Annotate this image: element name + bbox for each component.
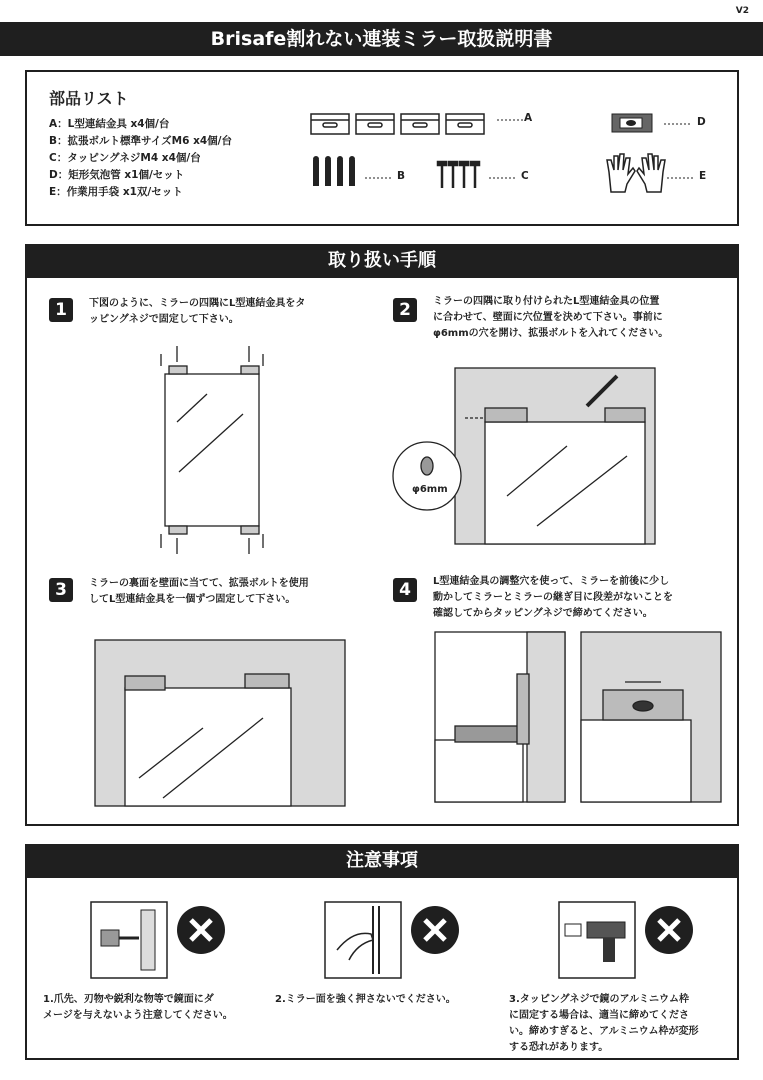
step-1-text: 下図のように、ミラーの四隅にL型連結金具をタ ッピングネジで固定して下さい。	[89, 298, 306, 325]
label-d: D	[697, 116, 706, 128]
bracket-a-icon	[309, 110, 499, 140]
leader-a	[497, 118, 527, 122]
step-3-text: ミラーの裏面を壁面に当てて、拡張ボルトを使用 してL型連結金具を一個ずつ固定して下さい。	[89, 578, 309, 605]
step-2-wall-illustration	[377, 366, 717, 546]
version-label: V2	[735, 6, 749, 16]
parts-list-box	[25, 70, 739, 226]
hole-size-label: φ6mm	[412, 484, 448, 495]
step-1-mirror-illustration	[157, 342, 267, 556]
label-b: B	[397, 170, 406, 182]
step-4-adjustment-illustration	[433, 630, 723, 806]
notes-box	[25, 844, 739, 1060]
note-3-drill-illustration	[557, 900, 697, 980]
notes-heading: 注意事項	[25, 844, 739, 878]
part-item-e: E：作業用手袋 x1双/セット	[49, 186, 183, 198]
leader-b	[365, 176, 395, 180]
step-4-text: L型連結金具の調整穴を使って、ミラーを前後に少し 動かしてミラーとミラーの継ぎ目に段差がないことを 確認してからタッピングネジで締めてください。	[433, 576, 673, 619]
bubble-level-d-icon	[610, 110, 656, 136]
step-3-number: 3	[49, 578, 73, 602]
label-e: E	[699, 170, 707, 182]
page-title: Brisafe割れない連装ミラー取扱説明書	[0, 22, 763, 56]
part-item-b: B：拡張ボルト標準サイズM6 x4個/台	[49, 135, 232, 147]
note-2-press-illustration	[323, 900, 463, 980]
procedure-heading: 取り扱い手順	[25, 244, 739, 278]
step-1-number: 1	[49, 298, 73, 322]
leader-c	[489, 176, 519, 180]
note-2-text: 2.ミラー面を強く押さないでください。	[275, 994, 456, 1005]
note-1-scratch-illustration	[89, 900, 229, 980]
step-2-number: 2	[393, 298, 417, 322]
step-4-number: 4	[393, 578, 417, 602]
label-a: A	[524, 112, 533, 124]
leader-d	[664, 122, 694, 126]
part-item-a: A：L型連結金具 x4個/台	[49, 118, 170, 130]
part-item-c: C：タッピングネジM4 x4個/台	[49, 152, 201, 164]
parts-list	[49, 116, 232, 201]
expansion-bolt-b-icon	[310, 156, 360, 196]
procedure-box	[25, 244, 739, 826]
step-3-wall-illustration	[93, 638, 353, 808]
parts-heading: 部品リスト	[49, 89, 129, 108]
note-1-text: 1.爪先、刃物や鋭利な物等で鏡面にダ メージを与えないよう注意してください。	[43, 994, 233, 1021]
label-c: C	[521, 170, 529, 182]
part-item-d: D：矩形気泡管 x1個/セット	[49, 169, 185, 181]
gloves-e-icon	[605, 152, 667, 196]
tapping-screw-c-icon	[437, 162, 483, 192]
step-2-text: ミラーの四隅に取り付けられたL型連結金具の位置 に合わせて、壁面に穴位置を決めて下さい。事前に φ6mmの穴を開け、拡張ボルトを入れてください。	[433, 296, 669, 339]
leader-e	[667, 176, 697, 180]
note-3-text: 3.タッピングネジで鏡のアルミニウム枠 に固定する場合は、適当に締めてくださ い。締めすぎると、アルミニウム枠が変形 する恐れがあります。	[509, 994, 699, 1053]
